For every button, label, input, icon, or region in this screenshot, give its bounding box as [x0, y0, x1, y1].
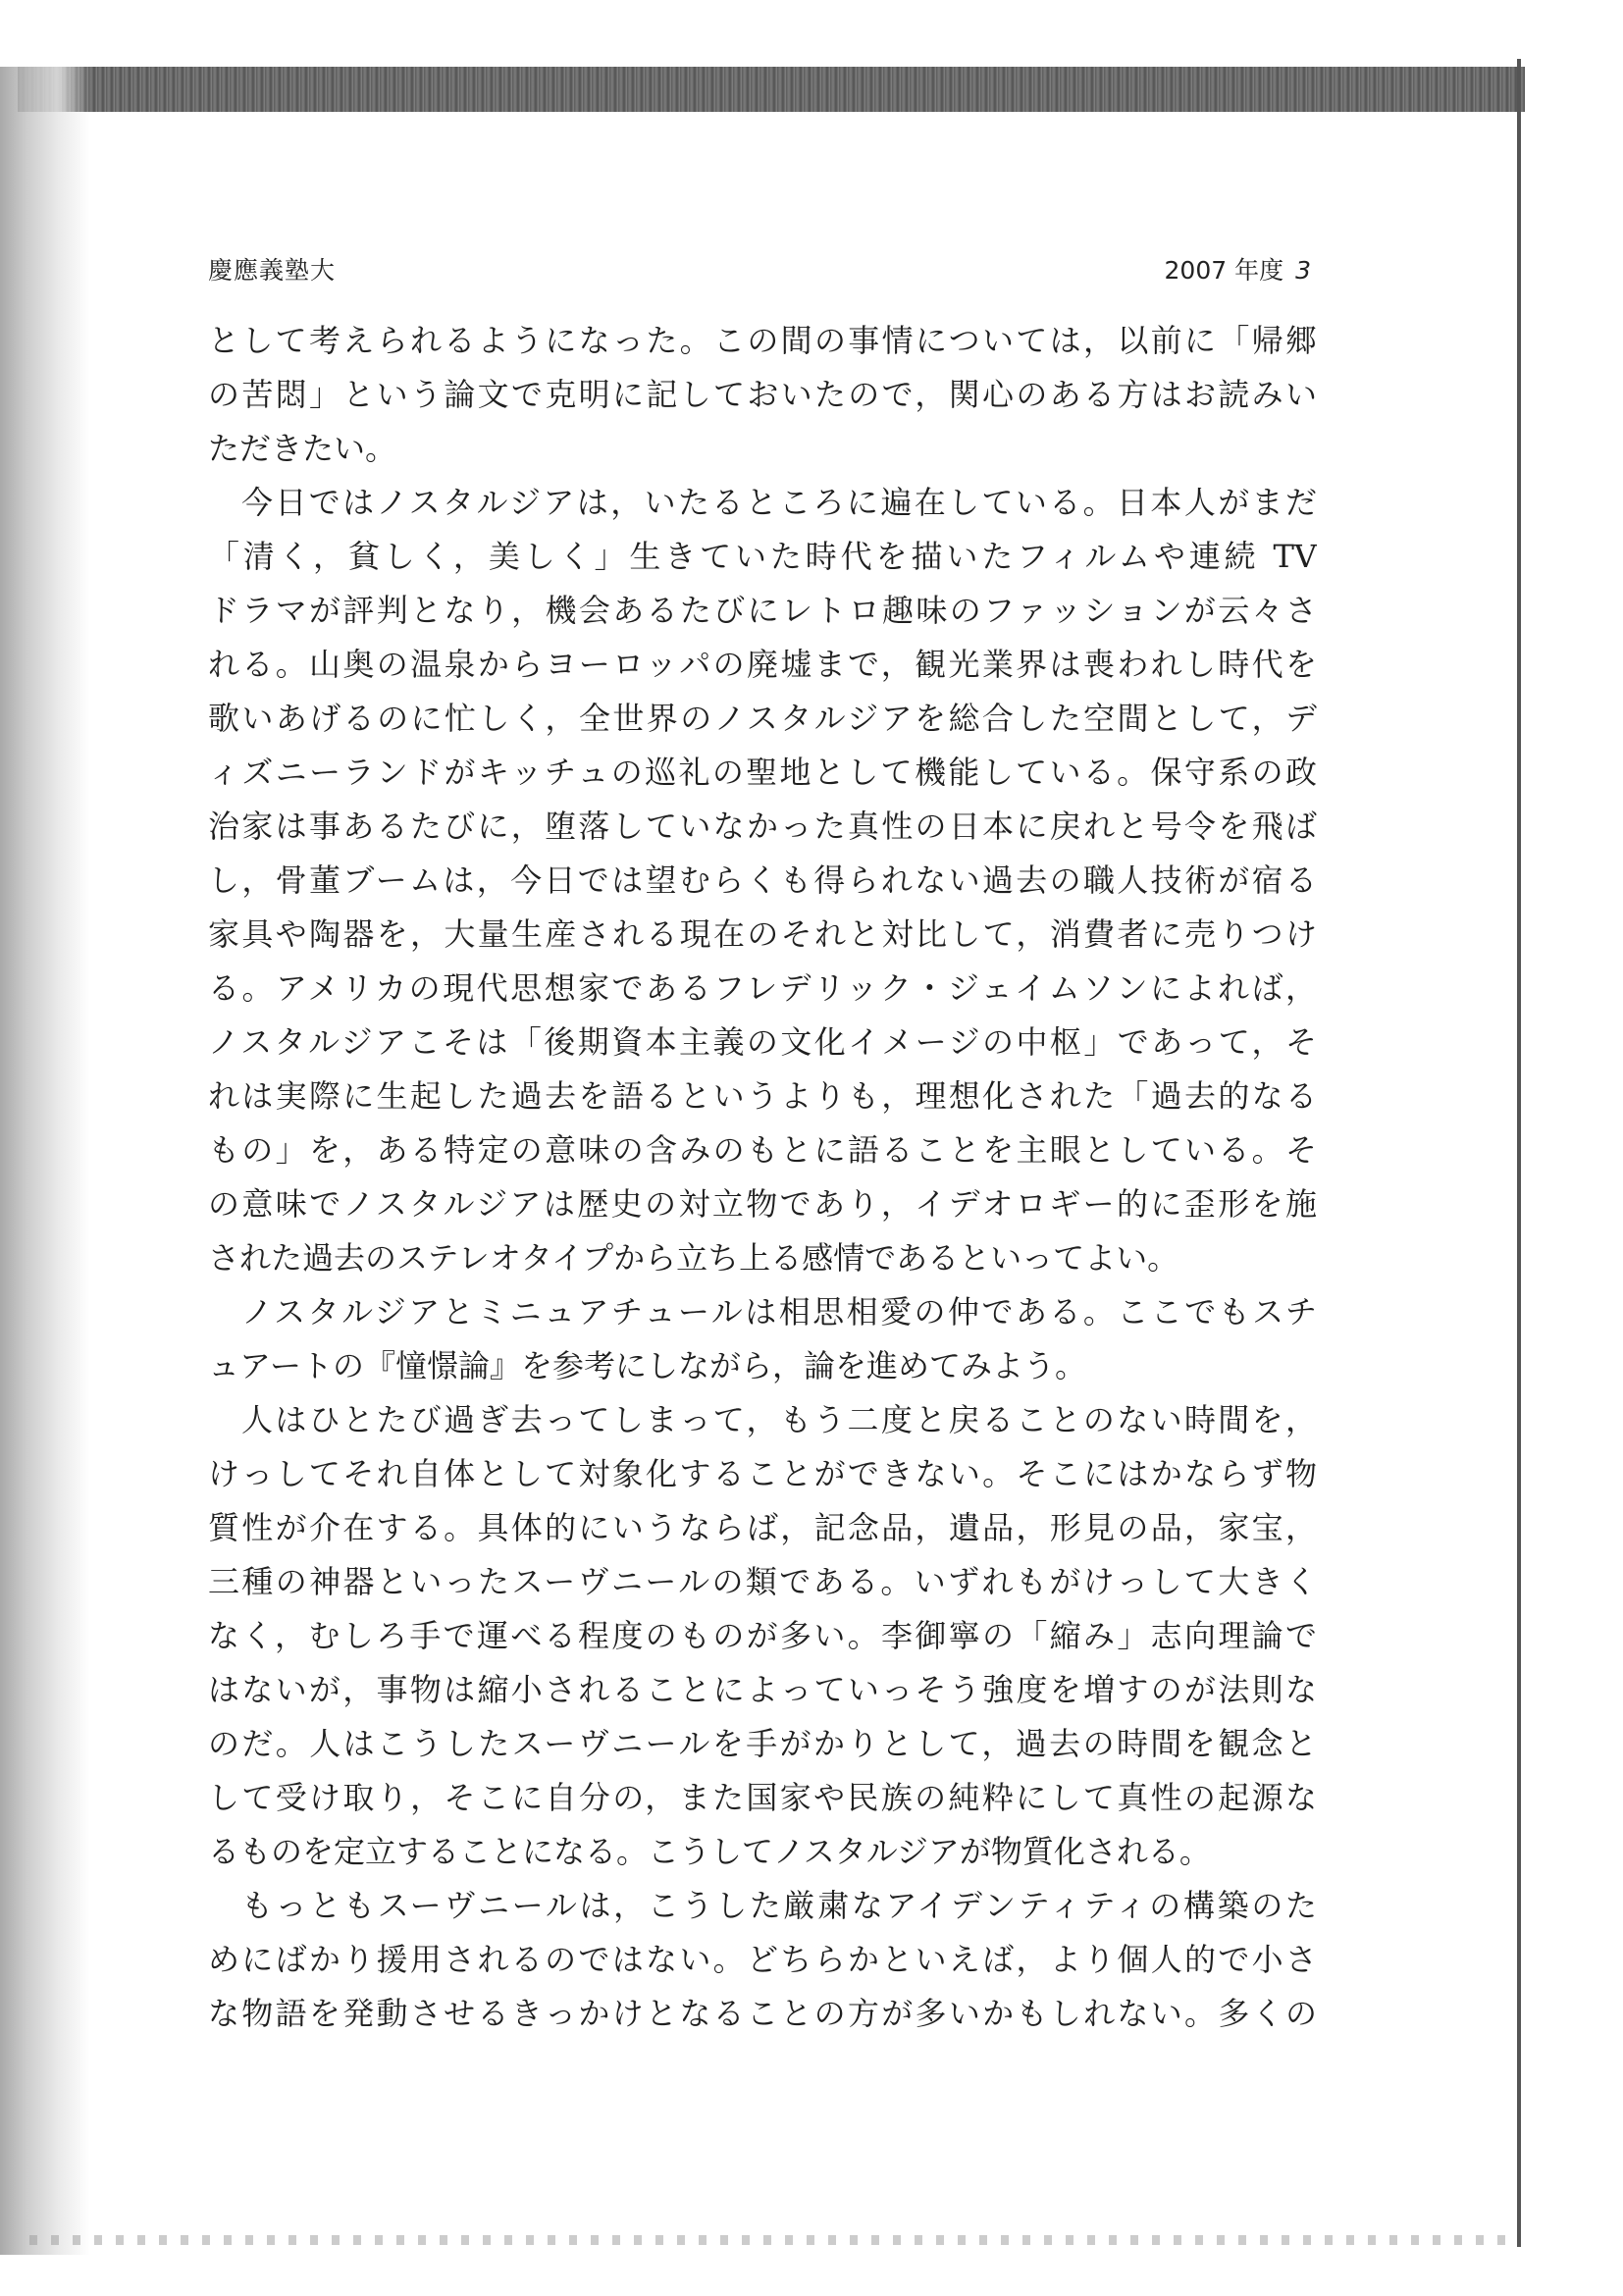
running-head-right	[1165, 251, 1311, 287]
text-line: 質性が介在する。具体的にいうならば，記念品，遺品，形見の品，家宝，	[208, 1509, 1317, 1546]
text-line: ノスタルジアとミニュアチュールは相思相愛の仲である。ここでもスチ	[241, 1293, 1317, 1331]
text-line: された過去のステレオタイプから立ち上る感情であるといってよい。	[208, 1239, 1179, 1277]
text-line: はないが，事物は縮小されることによっていっそう強度を増すのが法則な	[208, 1671, 1317, 1708]
text-line: の苦悶」という論文で克明に記しておいたので，関心のある方はお読みい	[208, 376, 1317, 413]
text-line: なく，むしろ手で運べる程度のものが多い。李御寧の「縮み」志向理論で	[208, 1617, 1317, 1654]
body-text	[208, 314, 1317, 2041]
page-number: 3	[1295, 256, 1311, 285]
text-line: として考えられるようになった。この間の事情については，以前に「帰郷	[208, 322, 1317, 359]
running-head-year: 2007 年度	[1164, 256, 1284, 285]
text-line: めにばかり援用されるのではない。どちらかといえば，より個人的で小さ	[208, 1941, 1317, 1978]
text-line: れは実際に生起した過去を語るというよりも，理想化された「過去的なる	[208, 1077, 1317, 1115]
text-line: ただきたい。	[208, 430, 397, 467]
text-line: ィズニーランドがキッチュの巡礼の聖地として機能している。保守系の政	[208, 754, 1317, 791]
text-line: もの」を，ある特定の意味の含みのもとに語ることを主眼としている。そ	[208, 1131, 1317, 1169]
text-line: る。アメリカの現代思想家であるフレデリック・ジェイムソンによれば，	[208, 969, 1317, 1007]
scan-right-edge	[1517, 59, 1521, 2247]
text-line: のだ。人はこうしたスーヴニールを手がかりとして，過去の時間を観念と	[208, 1725, 1317, 1762]
text-line: の意味でノスタルジアは歴史の対立物であり，イデオロギー的に歪形を施	[208, 1185, 1317, 1223]
text-line: 家具や陶器を，大量生産される現在のそれと対比して，消費者に売りつけ	[208, 915, 1317, 953]
running-head-university: 慶應義塾大	[208, 256, 337, 285]
scan-bottom-artifact	[29, 2235, 1511, 2245]
text-line: 歌いあげるのに忙しく，全世界のノスタルジアを総合した空間として，デ	[208, 700, 1317, 737]
text-line: もっともスーヴニールは，こうした厳粛なアイデンティティの構築のた	[241, 1887, 1317, 1924]
scan-left-shadow	[0, 67, 90, 2255]
text-line: 治家は事あるたびに，堕落していなかった真性の日本に戻れと号令を飛ば	[208, 808, 1317, 845]
text-line: ノスタルジアこそは「後期資本主義の文化イメージの中枢」であって，そ	[208, 1023, 1317, 1061]
text-line: 今日ではノスタルジアは，いたるところに遍在している。日本人がまだ	[241, 484, 1317, 521]
text-line: ュアートの『憧憬論』を参考にしながら，論を進めてみよう。	[208, 1347, 1087, 1384]
text-line: 人はひとたび過ぎ去ってしまって，もう二度と戻ることのない時間を，	[241, 1401, 1317, 1438]
text-line: るものを定立することになる。こうしてノスタルジアが物質化される。	[208, 1833, 1211, 1870]
text-line: し，骨董ブームは，今日では望むらくも得られない過去の職人技術が宿る	[208, 861, 1317, 899]
text-line: 三種の神器といったスーヴニールの類である。いずれもがけっして大きく	[208, 1563, 1317, 1600]
scan-top-band	[18, 67, 1525, 112]
text-line: 「清く，貧しく，美しく」生きていた時代を描いたフィルムや連続 TV	[208, 538, 1317, 575]
text-line: れる。山奥の温泉からヨーロッパの廃墟まで，観光業界は喪われし時代を	[208, 646, 1317, 683]
text-line: けっしてそれ自体として対象化することができない。そこにはかならず物	[208, 1455, 1317, 1492]
text-line: な物語を発動させるきっかけとなることの方が多いかもしれない。多くの	[208, 1995, 1317, 2032]
text-line: ドラマが評判となり，機会あるたびにレトロ趣味のファッションが云々さ	[208, 592, 1317, 629]
text-line: して受け取り，そこに自分の，また国家や民族の純粋にして真性の起源な	[208, 1779, 1317, 1816]
